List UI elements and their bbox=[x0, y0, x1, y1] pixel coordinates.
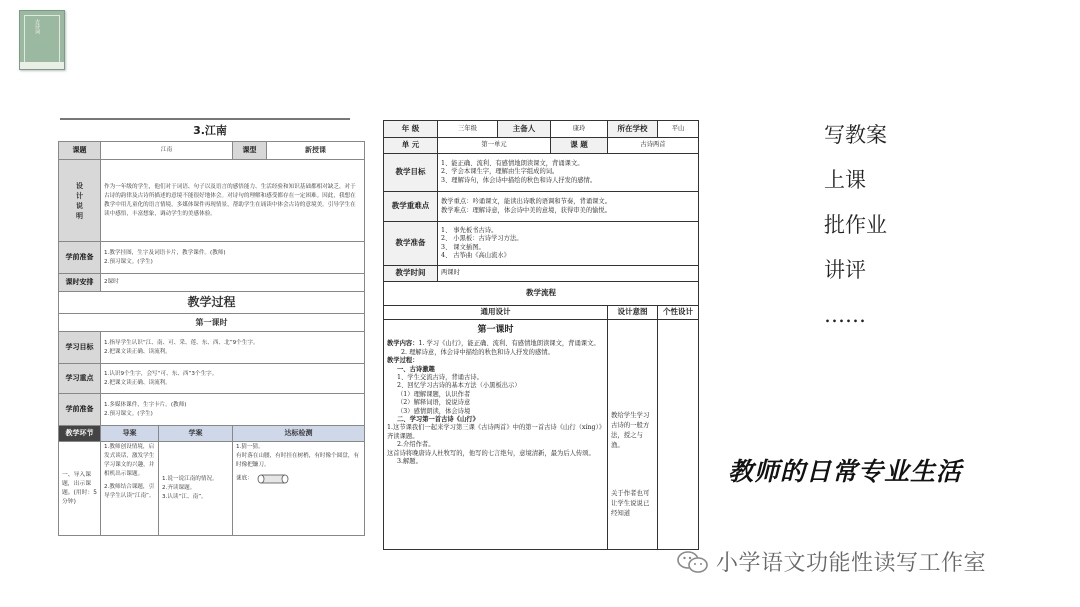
prep-label: 学前准备 bbox=[59, 242, 101, 274]
intent-text: 教给学生学习古诗的一般方法，授之与渔。 bbox=[611, 411, 650, 449]
content-line: 2. 理解诗意，体会诗中描绘的秋色和诗人抒发的感情。 bbox=[401, 348, 554, 356]
headline: 教师的日常专业生活 bbox=[728, 457, 963, 486]
lesson-title: 第一课时 bbox=[59, 314, 365, 332]
time-value: 两课时 bbox=[438, 266, 699, 282]
prep-line: 4、 古筝曲《高山流水》 bbox=[441, 251, 510, 259]
lesson-plan-table-left bbox=[58, 141, 365, 536]
section1-line: （2）解释词语，说说诗意 bbox=[397, 399, 471, 407]
lesson-plan-document-left bbox=[58, 113, 366, 556]
section1-title: 一、古诗激趣 bbox=[397, 365, 435, 373]
topic-label: 课题 bbox=[59, 142, 101, 160]
step-cell: 一、导入课题，出示课题。(用时：5分钟) bbox=[59, 442, 101, 536]
section2-line: 2.介绍作者。 bbox=[397, 441, 435, 449]
author-label: 主备人 bbox=[498, 121, 551, 138]
study-line: 3.认读“江、南”。 bbox=[162, 494, 207, 500]
focus-line: 2.把课文读正确、读流利。 bbox=[104, 379, 171, 386]
task-item: …… bbox=[824, 303, 866, 327]
goal-content bbox=[101, 332, 365, 364]
focus-line: 1.认识9个生字，会写“可、东、西”3个生字。 bbox=[104, 370, 218, 377]
prep-content bbox=[438, 222, 699, 266]
book-cover-text: 古诗词 bbox=[34, 19, 40, 34]
goal-line: 2、学会本课生字，理解由生字组成的词。 bbox=[441, 168, 559, 176]
topic-label: 课 题 bbox=[551, 138, 608, 154]
topic-value: 江南 bbox=[101, 142, 233, 160]
goal-label: 学习目标 bbox=[59, 332, 101, 364]
goal-label: 教学目标 bbox=[384, 154, 438, 192]
personal-design-cell bbox=[658, 320, 699, 550]
content-block bbox=[387, 340, 604, 348]
prep2-content bbox=[101, 394, 365, 426]
section2-title: 二、学习第一首古诗《山行》 bbox=[397, 416, 479, 424]
process-label: 教学过程： bbox=[387, 357, 419, 365]
hours-label: 课时安排 bbox=[59, 274, 101, 292]
content-line: 1. 学习《山行》，能正确、流利、有感情地朗读课文，背诵课文。 bbox=[418, 340, 600, 348]
guide-line: 2.教师结合课题，引导学生认读“江南”。 bbox=[104, 484, 155, 499]
study-cell bbox=[159, 442, 233, 536]
section2-line: 3.解题。 bbox=[397, 458, 422, 466]
flow-title: 教学流程 bbox=[384, 282, 699, 306]
design-intent-cell bbox=[608, 320, 658, 550]
goal-line: 1、能正确、流利、有感情地朗读课文，背诵课文。 bbox=[441, 159, 584, 167]
keypoint-label: 教学重难点 bbox=[384, 192, 438, 222]
prep2-line: 1.多媒体课件，生字卡片。(教师) bbox=[104, 401, 187, 408]
design-label: 设 计 说 明 bbox=[59, 160, 101, 242]
goal-line: 1.指导学生认识“江、南、可、采、莲、东、西、北”9个生字。 bbox=[104, 339, 259, 346]
section1-line: 1、学生交流古诗，背诵古诗。 bbox=[397, 374, 483, 382]
unit-label: 单 元 bbox=[384, 138, 438, 154]
keypoint-line: 教学重点：吟诵课文，能读出诗歌的语调和节奏，背诵课文。 bbox=[441, 198, 612, 206]
top-rule bbox=[60, 118, 350, 120]
lesson-title: 第一课时 bbox=[477, 325, 514, 335]
unit-value: 第一单元 bbox=[438, 138, 551, 154]
check-line: 有时落在山腰，有时挂在树梢，有时像个圆盘，有时像把镰刀。 bbox=[236, 453, 360, 468]
task-item: 讲评 bbox=[824, 258, 866, 282]
type-value: 新授课 bbox=[267, 142, 365, 160]
intent-text: 关于作者也可让学生说说已经知道 bbox=[611, 489, 650, 517]
book-cover-thumbnail bbox=[19, 10, 65, 70]
col-study: 学案 bbox=[159, 426, 233, 442]
check-line bbox=[236, 470, 361, 486]
book-cover-footer bbox=[20, 62, 64, 69]
col-general: 通用设计 bbox=[384, 306, 608, 320]
task-item: 批作业 bbox=[824, 213, 887, 237]
prep-line: 3、 课文插图。 bbox=[441, 243, 485, 251]
study-line: 1.说一说江南的情况。 bbox=[162, 476, 218, 482]
section1-line: （3）感情朗读，体会诗境 bbox=[397, 407, 471, 415]
focus-label: 学习重点 bbox=[59, 364, 101, 394]
goal-line: 3、理解诗句，体会诗中描绘的秋色和诗人抒发的感情。 bbox=[441, 176, 597, 184]
section1-line: 2、回忆学习古诗的基本方法（小黑板出示） bbox=[397, 382, 521, 390]
doc-title: 3.江南 bbox=[193, 124, 227, 137]
focus-content bbox=[101, 364, 365, 394]
section1-line: （1）理解课题，认识作者 bbox=[397, 390, 471, 398]
col-step: 教学环节 bbox=[59, 426, 101, 442]
task-item: 上课 bbox=[824, 168, 866, 192]
prep-line: 1、 事先板书古诗。 bbox=[441, 226, 498, 234]
col-intent: 设计意图 bbox=[608, 306, 658, 320]
col-check: 达标检测 bbox=[233, 426, 365, 442]
riddle-boat-image bbox=[255, 470, 291, 486]
time-label: 教学时间 bbox=[384, 266, 438, 282]
author-value: 康玲 bbox=[551, 121, 608, 138]
prep-line: 1.教学挂图，生字及词语卡片，教学课件。(教师) bbox=[104, 249, 226, 256]
daily-tasks-list bbox=[824, 120, 887, 345]
check-line: 1.猜一猜。 bbox=[236, 444, 264, 450]
goal-content bbox=[438, 154, 699, 192]
school-value: 平山 bbox=[658, 121, 699, 138]
riddle-answer-label: 谜底： bbox=[236, 475, 253, 482]
goal-line: 2.把课文读正确、读流利。 bbox=[104, 348, 171, 355]
study-line: 2.齐读课题。 bbox=[162, 485, 196, 491]
hours-value: 2课时 bbox=[101, 274, 365, 292]
type-label: 课型 bbox=[233, 142, 267, 160]
book-cover-frame bbox=[24, 15, 60, 65]
guide-cell bbox=[101, 442, 159, 536]
prep-line: 2、 小黑板：古诗学习方法。 bbox=[441, 235, 523, 243]
task-item: 写教案 bbox=[824, 123, 887, 147]
general-design-body bbox=[384, 320, 608, 550]
keypoint-line: 教学难点：理解诗意，体会诗中美的意境，获得审美的愉悦。 bbox=[441, 206, 612, 214]
topic-value: 古诗两首 bbox=[608, 138, 699, 154]
prep2-label: 学前准备 bbox=[59, 394, 101, 426]
process-title: 教学过程 bbox=[59, 292, 365, 314]
keypoint-content bbox=[438, 192, 699, 222]
prep2-line: 2.预习课文。(学生) bbox=[104, 410, 153, 417]
prep-label: 教学准备 bbox=[384, 222, 438, 266]
design-text: 作为一年级的学生，他们对于词语、句子以及语言的感悟能力、生活经验和知识基础都相对缺乏，对于古诗的韵律及古诗所描述的意境不能很好地体会。对诗句的理解和感受都存在一定困难。因此，我想在教学中用儿童化的语言情境，多媒体课件再现情景，帮助学生在诵读中体会古诗的意境美。引导学生在读中感悟，丰富想象，调动学生的美感体验。 bbox=[101, 160, 365, 242]
col-personal: 个性设计 bbox=[658, 306, 699, 320]
lesson-plan-document-middle bbox=[383, 120, 698, 550]
section2-line: 这首诗将晚唐诗人杜牧写的，他写的七言绝句，意境清新，最为后人传颂。 bbox=[387, 449, 595, 457]
section2-line: 1.这节课我们一起来学习第三课《古诗两首》中的第一首古诗《山行（xíng）》齐读课题。 bbox=[387, 424, 602, 440]
grade-value: 三年级 bbox=[438, 121, 498, 138]
check-cell bbox=[233, 442, 365, 536]
watermark-text: 小学语文功能性读写工作室 bbox=[716, 551, 987, 576]
col-guide: 导案 bbox=[101, 426, 159, 442]
prep-line: 2.预习课文。(学生) bbox=[104, 258, 153, 265]
prep-content bbox=[101, 242, 365, 274]
watermark bbox=[676, 546, 986, 577]
grade-label: 年 级 bbox=[384, 121, 438, 138]
guide-line: 1.教师创设情境，启发式谈话，激发学生学习课文的兴趣，并相机出示课题。 bbox=[104, 444, 155, 477]
content-label: 教学内容： bbox=[387, 340, 419, 348]
school-label: 所在学校 bbox=[608, 121, 658, 138]
wechat-icon bbox=[676, 550, 710, 574]
lesson-plan-table-middle bbox=[383, 120, 699, 550]
